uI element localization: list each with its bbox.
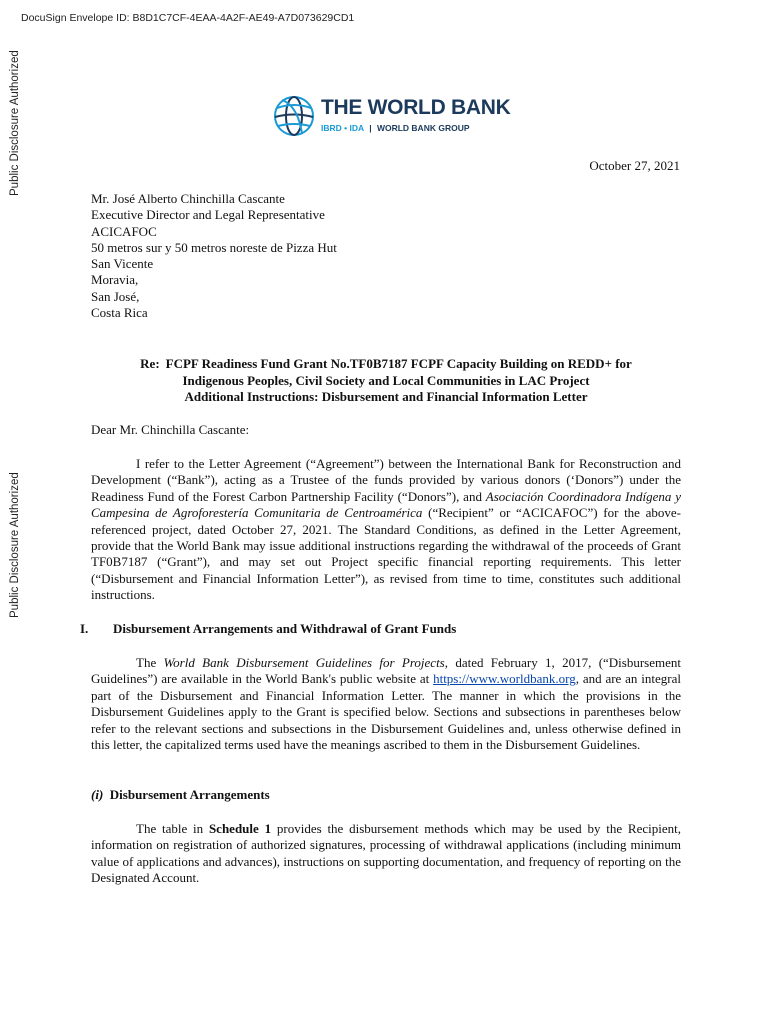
paragraph-schedule — [91, 821, 681, 887]
logo-subtitle — [321, 123, 470, 133]
para2-text-b: , dated February 1, 2017, (“Disbursement Guidelines”) are available in the World Bank's public website at — [91, 655, 682, 687]
para2-text-a: The — [136, 655, 164, 670]
globe-icon — [272, 92, 316, 140]
paragraph-guidelines — [91, 655, 681, 753]
subject-line-1: FCPF Readiness Fund Grant No.TF0B7187 FCPF Capacity Building on REDD+ for — [165, 356, 632, 371]
salutation: Dear Mr. Chinchilla Cascante: — [91, 422, 250, 437]
subject-line-2: Indigenous Peoples, Civil Society and Local Communities in LAC Project — [182, 372, 590, 388]
logo-separator: | — [369, 123, 372, 133]
world-bank-logo — [272, 92, 512, 148]
para2-text-c: , and are an integral part of the Disbursement and Financial Information Letter. The manner in which the provisions in the Disbursement Guidelines apply to the Grant is specified below. Sections and subsections in parentheses below refer to the relevant sections and subsections in the Disbursement Guidelines and, unless otherwise defined in this letter, the capitalized terms used have the meanings ascribed to them in the Disbursement Guidelines. — [91, 671, 681, 753]
side-label-top: Public Disclosure Authorized — [9, 50, 21, 196]
subsection-title: Disbursement Arrangements — [109, 787, 270, 802]
subject-line-3: Additional Instructions: Disbursement and Financial Information Letter — [184, 389, 588, 404]
section-number: I. — [80, 621, 89, 636]
section-title: Disbursement Arrangements and Withdrawal of Grant Funds — [113, 621, 457, 636]
subject-block — [91, 356, 681, 406]
subsection-heading-1 — [91, 787, 270, 803]
para3-bold-schedule: Schedule 1 — [208, 821, 272, 836]
para1-text-a: I refer to the Letter Agreement (“Agreement”) between the International Bank for Reconstruction and Development (“Bank”), acting as a Trustee of the funds provided by various donors (‘Donors”) under the Readiness Fund of the Forest Carbon Partnership Facility (“Donors”), and — [91, 456, 681, 504]
worldbank-link[interactable]: https://www.worldbank.org — [433, 671, 576, 687]
address-line: Mr. José Alberto Chinchilla Cascante — [91, 191, 285, 206]
envelope-id: DocuSign Envelope ID: B8D1C7CF-4EAA-4A2F-AE49-A7D073629CD1 — [21, 12, 355, 24]
para2-italic-title: World Bank Disbursement Guidelines for Projects — [163, 655, 445, 670]
para3-text-b: provides the disbursement methods which may be used by the Recipient, information on registration of authorized signatures, processing of withdrawal applications (including minimum value of applications and advances), instructions on supporting documentation, and frequency of reporting on the Designated Account. — [91, 821, 681, 886]
section-heading-1 — [80, 621, 456, 637]
address-line: 50 metros sur y 50 metros noreste de Pizza Hut — [91, 239, 337, 255]
subject-prefix: Re: — [140, 356, 160, 371]
address-line: Costa Rica — [91, 305, 148, 321]
recipient-address — [91, 191, 337, 321]
address-line: ACICAFOC — [91, 223, 157, 239]
side-label-middle: Public Disclosure Authorized — [9, 472, 21, 618]
address-line: Moravia, — [91, 272, 139, 288]
address-line: San Vicente — [91, 256, 154, 272]
letter-date: October 27, 2021 — [589, 158, 680, 173]
logo-ibrd: IBRD • IDA — [321, 123, 364, 133]
paragraph-intro — [91, 456, 681, 604]
subsection-number: (i) — [91, 787, 104, 802]
logo-title: THE WORLD BANK — [321, 96, 511, 119]
para1-text-b: (“Recipient” or “ACICAFOC”) for the above-referenced project, dated October 27, 2021. The Standard Conditions, as defined in the Letter Agreement, provide that the World Bank may issue additional instructions regarding the withdrawal of the proceeds of Grant TF0B7187 (“Grant”), and may set out Project specific financial reporting requirements. This letter (“Disbursement and Financial Information Letter”), as revised from time to time, constitutes such additional instructions. — [91, 505, 681, 603]
para1-italic-name: Asociación Coordinadora Indígena y Campesina de Agroforestería Comunitaria de Centroamérica — [91, 488, 681, 521]
address-line: Executive Director and Legal Representative — [91, 207, 325, 223]
para3-text-a: The table in — [136, 821, 209, 836]
address-line: San José, — [91, 288, 140, 304]
logo-group: WORLD BANK GROUP — [376, 123, 470, 133]
